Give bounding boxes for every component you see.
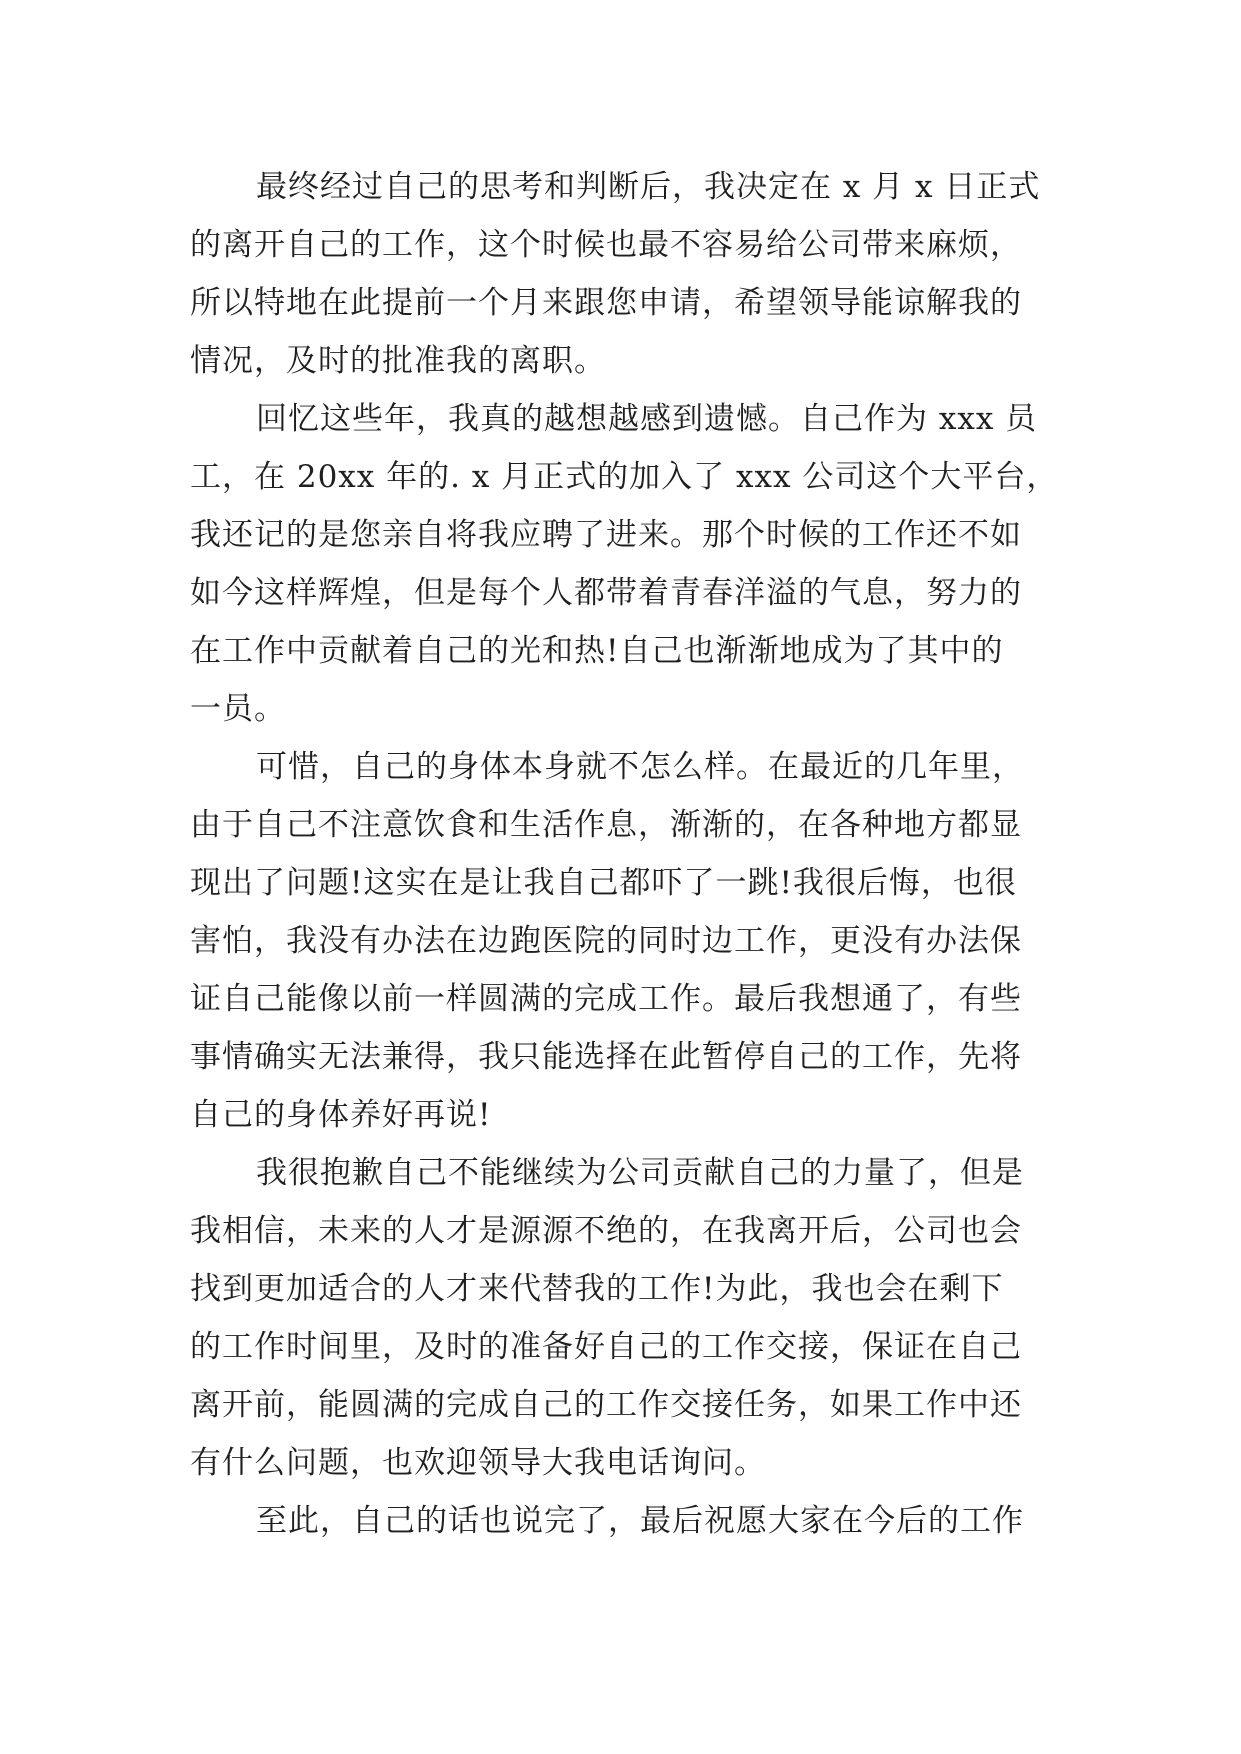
text-line: 可惜，自己的身体本身就不怎么样。在最近的几年里， (256, 749, 1024, 785)
text-line: 我相信，未来的人才是源源不绝的，在我离开后，公司也会 (190, 1213, 1022, 1249)
paragraph (190, 738, 1060, 1144)
text-line: 自己的身体养好再说! (190, 1097, 492, 1133)
paragraph (190, 1144, 1060, 1492)
text-line: 有什么问题，也欢迎领导大我电话询问。 (190, 1445, 766, 1481)
text-line: 找到更加适合的人才来代替我的工作!为此，我也会在剩下 (190, 1271, 1004, 1307)
text-line: 的工作时间里，及时的准备好自己的工作交接，保证在自己 (190, 1329, 1022, 1365)
text-line: 证自己能像以前一样圆满的完成工作。最后我想通了，有些 (190, 981, 1022, 1017)
text-line: 如今这样辉煌，但是每个人都带着青春洋溢的气息，努力的 (190, 575, 1022, 611)
paragraph (190, 1492, 1060, 1550)
text-line: 由于自己不注意饮食和生活作息，渐渐的，在各种地方都显 (190, 807, 1022, 843)
body-text (190, 158, 1060, 1550)
text-line: 我很抱歉自己不能继续为公司贡献自己的力量了，但是 (256, 1155, 1024, 1191)
text-line: 一员。 (190, 691, 286, 727)
text-line: 至此，自己的话也说完了，最后祝愿大家在今后的工作 (256, 1503, 1024, 1539)
text-line: 的离开自己的工作，这个时候也最不容易给公司带来麻烦， (190, 227, 1022, 263)
text-line: 回忆这些年，我真的越想越感到遗憾。自己作为 xxx 员 (256, 401, 1038, 437)
paragraph (190, 390, 1060, 738)
text-line: 所以特地在此提前一个月来跟您申请，希望领导能谅解我的 (190, 285, 1022, 321)
paragraph (190, 158, 1060, 390)
text-line: 现出了问题!这实在是让我自己都吓了一跳!我很后悔，也很 (190, 865, 1017, 901)
text-line: 离开前，能圆满的完成自己的工作交接任务，如果工作中还 (190, 1387, 1022, 1423)
text-line: 最终经过自己的思考和判断后，我决定在 x 月 x 日正式 (256, 169, 1041, 205)
text-line: 工，在 20xx 年的. x 月正式的加入了 xxx 公司这个大平台， (190, 459, 1059, 495)
text-line: 情况，及时的批准我的离职。 (190, 343, 606, 379)
text-line: 我还记的是您亲自将我应聘了进来。那个时候的工作还不如 (190, 517, 1022, 553)
text-line: 在工作中贡献着自己的光和热!自己也渐渐地成为了其中的 (190, 633, 1004, 669)
text-line: 害怕，我没有办法在边跑医院的同时边工作，更没有办法保 (190, 923, 1022, 959)
text-line: 事情确实无法兼得，我只能选择在此暂停自己的工作，先将 (190, 1039, 1022, 1075)
